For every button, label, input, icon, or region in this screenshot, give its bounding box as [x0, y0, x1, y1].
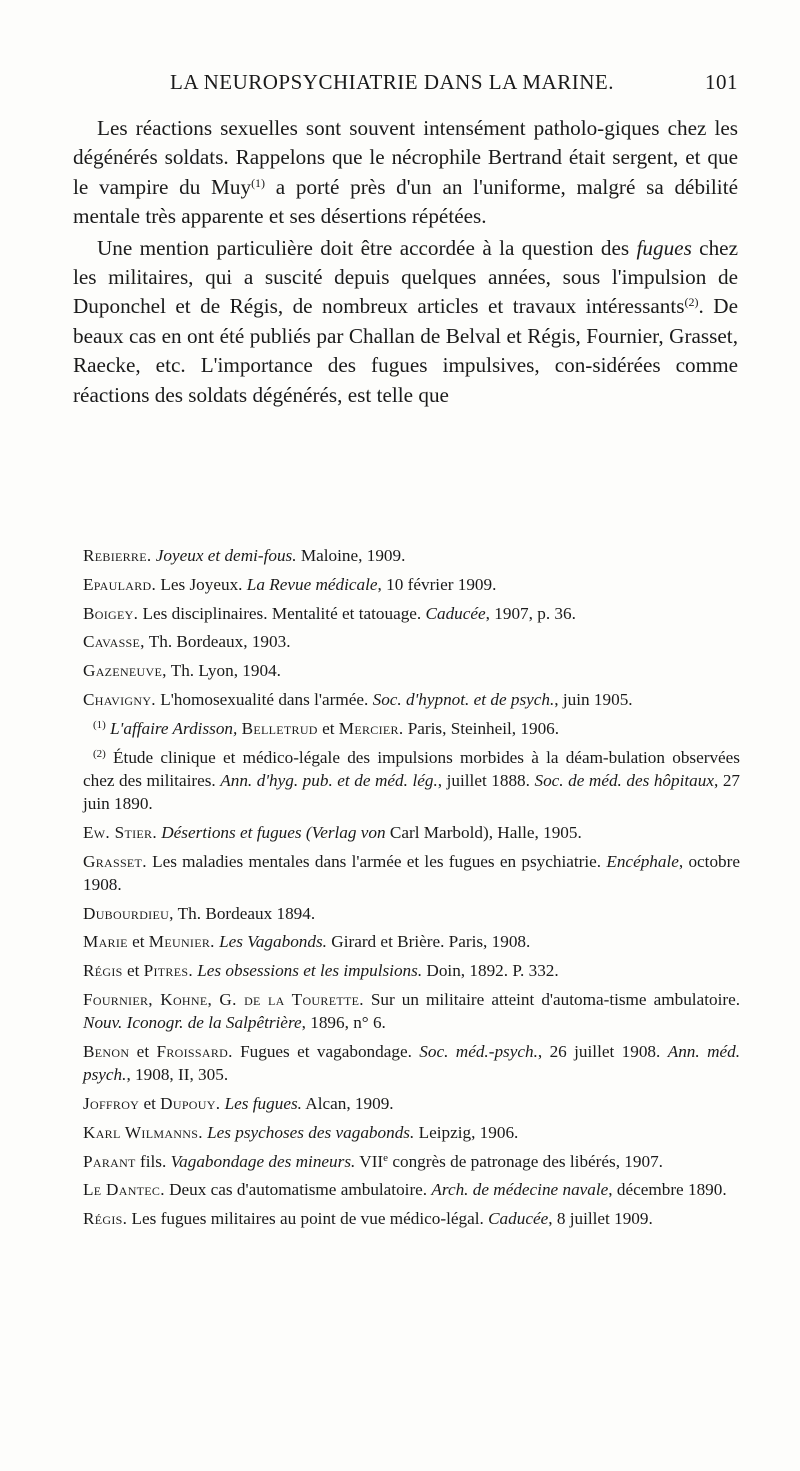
- page-number: 101: [705, 70, 738, 94]
- note-regis: [83, 1207, 740, 1230]
- note-text: Les disciplinaires. Mentalité et tatouage.: [138, 603, 426, 623]
- note-text: et: [122, 961, 144, 981]
- footnote-ref-1: (1): [251, 175, 266, 190]
- note-text: Carl Marbold), Halle, 1905.: [385, 822, 582, 842]
- note-text: , 10 février 1909.: [377, 574, 497, 594]
- note-grasset: [83, 850, 740, 896]
- note-dubourdieu: [83, 902, 740, 925]
- note-title: Joyeux et demi-fous.: [155, 546, 297, 565]
- note-epaulard: [83, 573, 740, 596]
- note-text: fils.: [135, 1151, 171, 1171]
- note-title: L'affaire Ardisson,: [110, 718, 238, 738]
- note-text: Leipzig, 1906.: [414, 1122, 519, 1142]
- note-le-dantec: [83, 1178, 740, 1201]
- note-text: VII: [355, 1151, 384, 1171]
- note-text: Étude clinique et médico-légale des impulsions morbides à la déam-bulation observées chez des militaires.: [83, 747, 740, 790]
- note-journal: Ann. méd. psych.: [83, 1041, 741, 1085]
- note-author: Ew. Stier.: [83, 822, 157, 842]
- note-author: Rebierre.: [83, 546, 152, 565]
- note-text: Th. Bordeaux 1894.: [173, 903, 316, 923]
- note-author: Régis: [83, 961, 123, 981]
- note-author: Marie: [83, 932, 128, 952]
- note-title: Les fugues.: [224, 1093, 302, 1113]
- note-author: Joffroy: [83, 1093, 140, 1113]
- note-fournier: [83, 988, 740, 1034]
- note-author: Belletrud: [241, 718, 318, 738]
- note-title: Les Vagabonds.: [219, 932, 327, 952]
- note-author: Meunier.: [148, 932, 215, 952]
- note-text: L'homosexualité dans l'armée.: [155, 689, 373, 709]
- note-author: Mercier.: [338, 718, 404, 738]
- note-cavasse: [83, 630, 740, 653]
- note-text: et: [139, 1093, 161, 1113]
- note-author: Régis.: [83, 1209, 128, 1229]
- note-text: Doin, 1892. P. 332.: [422, 961, 559, 981]
- note-text: Les Joyeux.: [156, 574, 247, 594]
- note-text: Sur un militaire atteint d'automa-tisme ambulatoire.: [363, 989, 740, 1009]
- note-text: , juillet 1888.: [437, 770, 535, 790]
- paragraph-1: [73, 114, 738, 232]
- note-text: Th. Lyon, 1904.: [166, 661, 281, 681]
- note-text: Deux cas d'automatisme ambulatoire.: [164, 1180, 432, 1200]
- note-text: , 1907, p. 36.: [485, 603, 576, 623]
- note-parant: [83, 1150, 740, 1173]
- main-text: [73, 114, 738, 410]
- note-text: congrès de patronage des libérés, 1907.: [388, 1151, 663, 1171]
- note-author: Boigey.: [83, 603, 139, 623]
- text-run: a porté près d'un an l'uniforme, malgré sa débilité mentale très apparente et ses désertions répétées.: [73, 174, 738, 229]
- note-title: Vagabondage des mineurs.: [170, 1151, 356, 1171]
- note-title: Les psychoses des vagabonds.: [207, 1122, 415, 1142]
- emphasis: fugues: [636, 235, 692, 260]
- note-author: Karl Wilmanns.: [83, 1122, 203, 1142]
- note-text: , juin 1905.: [554, 689, 633, 709]
- paragraph-2: [73, 234, 738, 410]
- note-marie-meunier: [83, 930, 740, 953]
- note-wilmanns: [83, 1121, 740, 1144]
- note-text: et: [127, 932, 149, 952]
- note-text: , octobre 1908.: [83, 851, 740, 894]
- note-benon: [83, 1040, 740, 1086]
- note-author: Fournier, Kohne, G. de la Tourette.: [83, 989, 364, 1009]
- note-journal: La Revue médicale: [246, 574, 378, 594]
- footnote-mark: (2): [93, 747, 106, 760]
- note-author: Le Dantec.: [83, 1180, 165, 1200]
- note-text: , 1908, II, 305.: [126, 1065, 229, 1085]
- note-title: Désertions et fugues (Verlag von: [161, 822, 386, 842]
- note-author: Pitres.: [143, 961, 193, 981]
- bibliography-notes: [83, 544, 740, 1236]
- note-journal: Encéphale: [606, 851, 679, 871]
- text-run: chez les militaires, qui a suscité depuis quelques années, sous l'impulsion de Duponchel et de Régis, de nombreux articles et travaux intéressants: [73, 235, 738, 319]
- note-rebierre: [83, 544, 740, 567]
- note-journal: Arch. de médecine navale: [431, 1180, 609, 1200]
- note-regis-pitres: [83, 959, 740, 982]
- note-journal: Caducée: [488, 1209, 549, 1229]
- note-author: Gazeneuve,: [83, 661, 167, 681]
- note-text: , décembre 1890.: [608, 1180, 727, 1200]
- footnote-1: [83, 717, 740, 740]
- footnote-ref-2: (2): [684, 295, 699, 310]
- note-journal: Soc. méd.-psych.: [419, 1041, 538, 1061]
- note-author: Cavasse,: [83, 632, 145, 652]
- note-text: et: [129, 1041, 157, 1061]
- note-text: Girard et Brière. Paris, 1908.: [326, 932, 531, 952]
- note-joffroy: [83, 1092, 740, 1115]
- note-author: Chavigny.: [83, 689, 156, 709]
- note-text: Maloine, 1909.: [296, 546, 406, 565]
- footnote-mark: (1): [93, 718, 106, 731]
- note-text: Fugues et vagabondage.: [232, 1041, 420, 1061]
- ordinal-superscript: e: [383, 1151, 389, 1164]
- note-text: , 8 juillet 1909.: [548, 1209, 653, 1229]
- note-stier: [83, 821, 740, 844]
- note-author: Parant: [83, 1151, 136, 1171]
- note-text: Th. Bordeaux, 1903.: [144, 632, 291, 652]
- note-text: Les fugues militaires au point de vue médico-légal.: [127, 1209, 489, 1229]
- note-journal: Ann. d'hyg. pub. et de méd. lég.: [220, 770, 438, 790]
- note-gazeneuve: [83, 659, 740, 682]
- note-text: , 1896, n° 6.: [301, 1013, 386, 1033]
- note-author: Froissard.: [156, 1041, 233, 1061]
- text-run: Les réactions sexuelles sont souvent intensément patholo-giques chez les dégénérés soldats. Rappelons que le nécrophile Bertrand était sergent, et que le vampire du Muy: [73, 116, 738, 199]
- note-journal: Soc. d'hypnot. et de psych.: [372, 689, 555, 709]
- running-header: [170, 70, 738, 95]
- note-chavigny: [83, 688, 740, 711]
- text-run: Une mention particulière doit être accordée à la question des: [97, 235, 637, 260]
- note-title: Les obsessions et les impulsions.: [197, 961, 423, 981]
- note-journal: Soc. de méd. des hôpitaux: [534, 770, 714, 790]
- note-author: Epaulard.: [83, 574, 157, 594]
- note-author: Dupouy.: [160, 1093, 221, 1113]
- note-text: Alcan, 1909.: [301, 1093, 394, 1113]
- running-title: LA NEUROPSYCHIATRIE DANS LA MARINE.: [170, 70, 614, 94]
- text-run: . De beaux cas en ont été publiés par Challan de Belval et Régis, Fournier, Grasset, Raecke, etc. L'importance des fugues impulsives, con-sidérées comme réactions des soldats dégénérés, est telle que: [73, 294, 738, 407]
- note-author: Benon: [83, 1041, 130, 1061]
- note-author: Dubourdieu,: [83, 903, 174, 923]
- note-text: , 26 juillet 1908.: [537, 1041, 668, 1061]
- note-journal: Nouv. Iconogr. de la Salpêtrière: [83, 1013, 302, 1033]
- note-journal: Caducée: [425, 603, 486, 623]
- note-text: Les maladies mentales dans l'armée et les fugues en psychiatrie.: [146, 851, 607, 871]
- note-boigey: [83, 602, 740, 625]
- note-text: , 27 juin 1890.: [83, 770, 741, 813]
- footnote-2: [83, 746, 740, 816]
- note-text: Paris, Steinheil, 1906.: [403, 718, 560, 738]
- note-author: Grasset.: [83, 851, 147, 871]
- note-text: et: [317, 718, 339, 738]
